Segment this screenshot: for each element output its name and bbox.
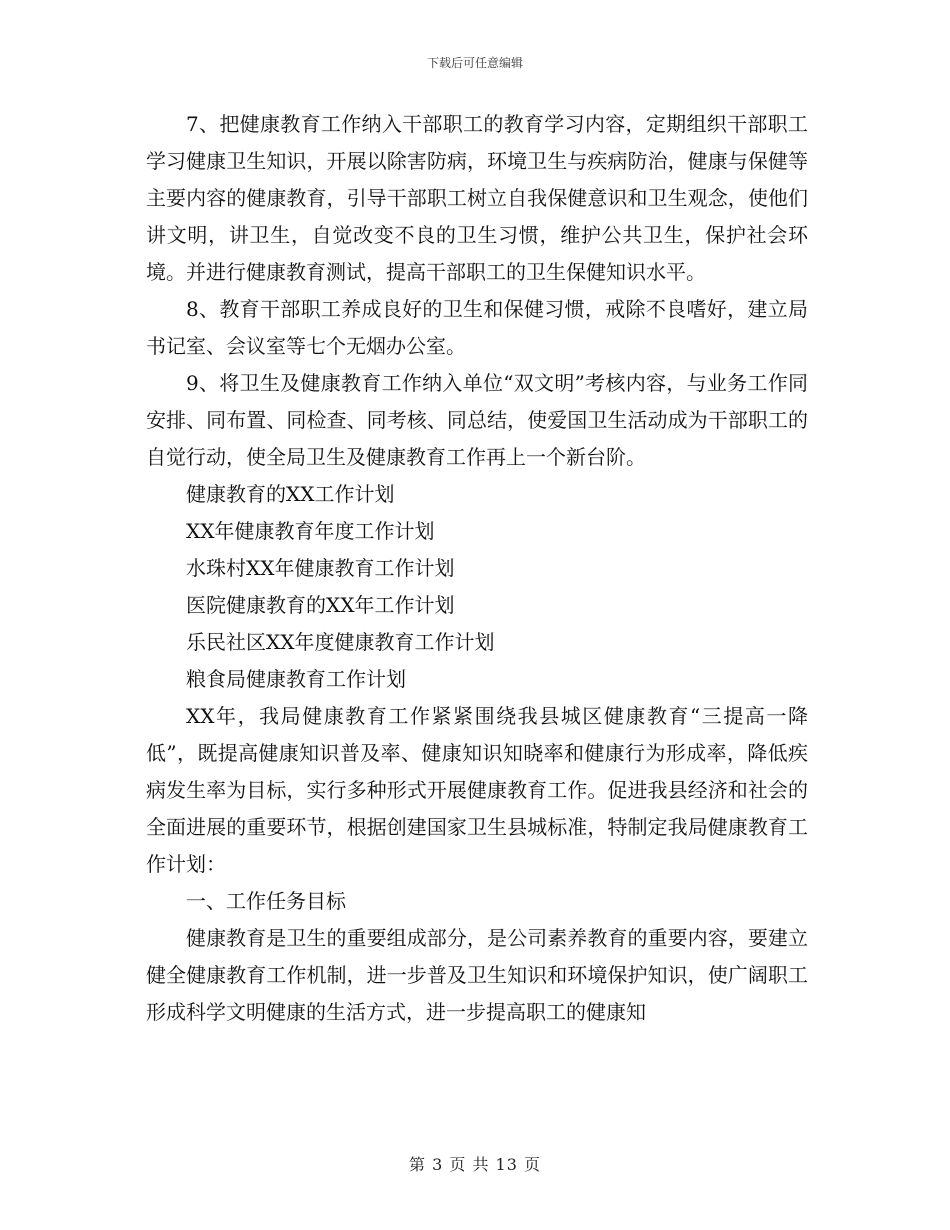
- plan-title-4: 医院健康教育的XX年工作计划: [186, 593, 455, 617]
- plan-title-2: XX年健康教育年度工作计划: [186, 519, 435, 543]
- page-number: 第 3 页 共 13 页: [409, 1155, 541, 1174]
- plan-title-6: 粮食局健康教育工作计划: [186, 667, 406, 691]
- section-heading: 一、工作任务目标: [186, 889, 346, 913]
- plan-title-3: 水珠村XX年健康教育工作计划: [186, 556, 455, 580]
- paragraph-item-7: 7、把健康教育工作纳入干部职工的教育学习内容，定期组织干部职工学习健康卫生知识，开展以除害防病，环境卫生与疾病防治，健康与保健等主要内容的健康教育，引导干部职工树立自我保健意识和卫生观念，使他们讲文明，讲卫生，自觉改变不良的卫生习惯，维护公共卫生，保护社会环境。并进行健康教育测试，提高干部职工的卫生保健知识水平。: [146, 112, 808, 284]
- plan-title-5: 乐民社区XX年度健康教育工作计划: [186, 630, 495, 654]
- header-note: 下载后可任意编辑: [426, 56, 523, 70]
- document-body: [146, 106, 808, 1031]
- section-paragraph: 健康教育是卫生的重要组成部分，是公司素养教育的重要内容，要建立健全健康教育工作机制，进一步普及卫生知识和环境保护知识，使广阔职工形成科学文明健康的生活方式，进一步提高职工的健康知: [146, 926, 808, 1024]
- paragraph-item-9: 9、将卫生及健康教育工作纳入单位“双文明”考核内容，与业务工作同安排、同布置、同检查、同考核、同总结，使爱国卫生活动成为干部职工的自觉行动，使全局卫生及健康教育工作再上一个新台阶。: [146, 371, 808, 469]
- plan-title-1: 健康教育的XX工作计划: [186, 482, 395, 506]
- intro-paragraph: XX年，我局健康教育工作紧紧围绕我县城区健康教育“三提高一降低”，既提高健康知识普及率、健康知识知晓率和健康行为形成率，降低疾病发生率为目标，实行多种形式开展健康教育工作。促进我县经济和社会的全面进展的重要环节，根据创建国家卫生县城标准，特制定我局健康教育工作计划：: [146, 704, 808, 876]
- paragraph-item-8: 8、教育干部职工养成良好的卫生和保健习惯，戒除不良嗜好，建立局书记室、会议室等七个无烟办公室。: [146, 297, 808, 358]
